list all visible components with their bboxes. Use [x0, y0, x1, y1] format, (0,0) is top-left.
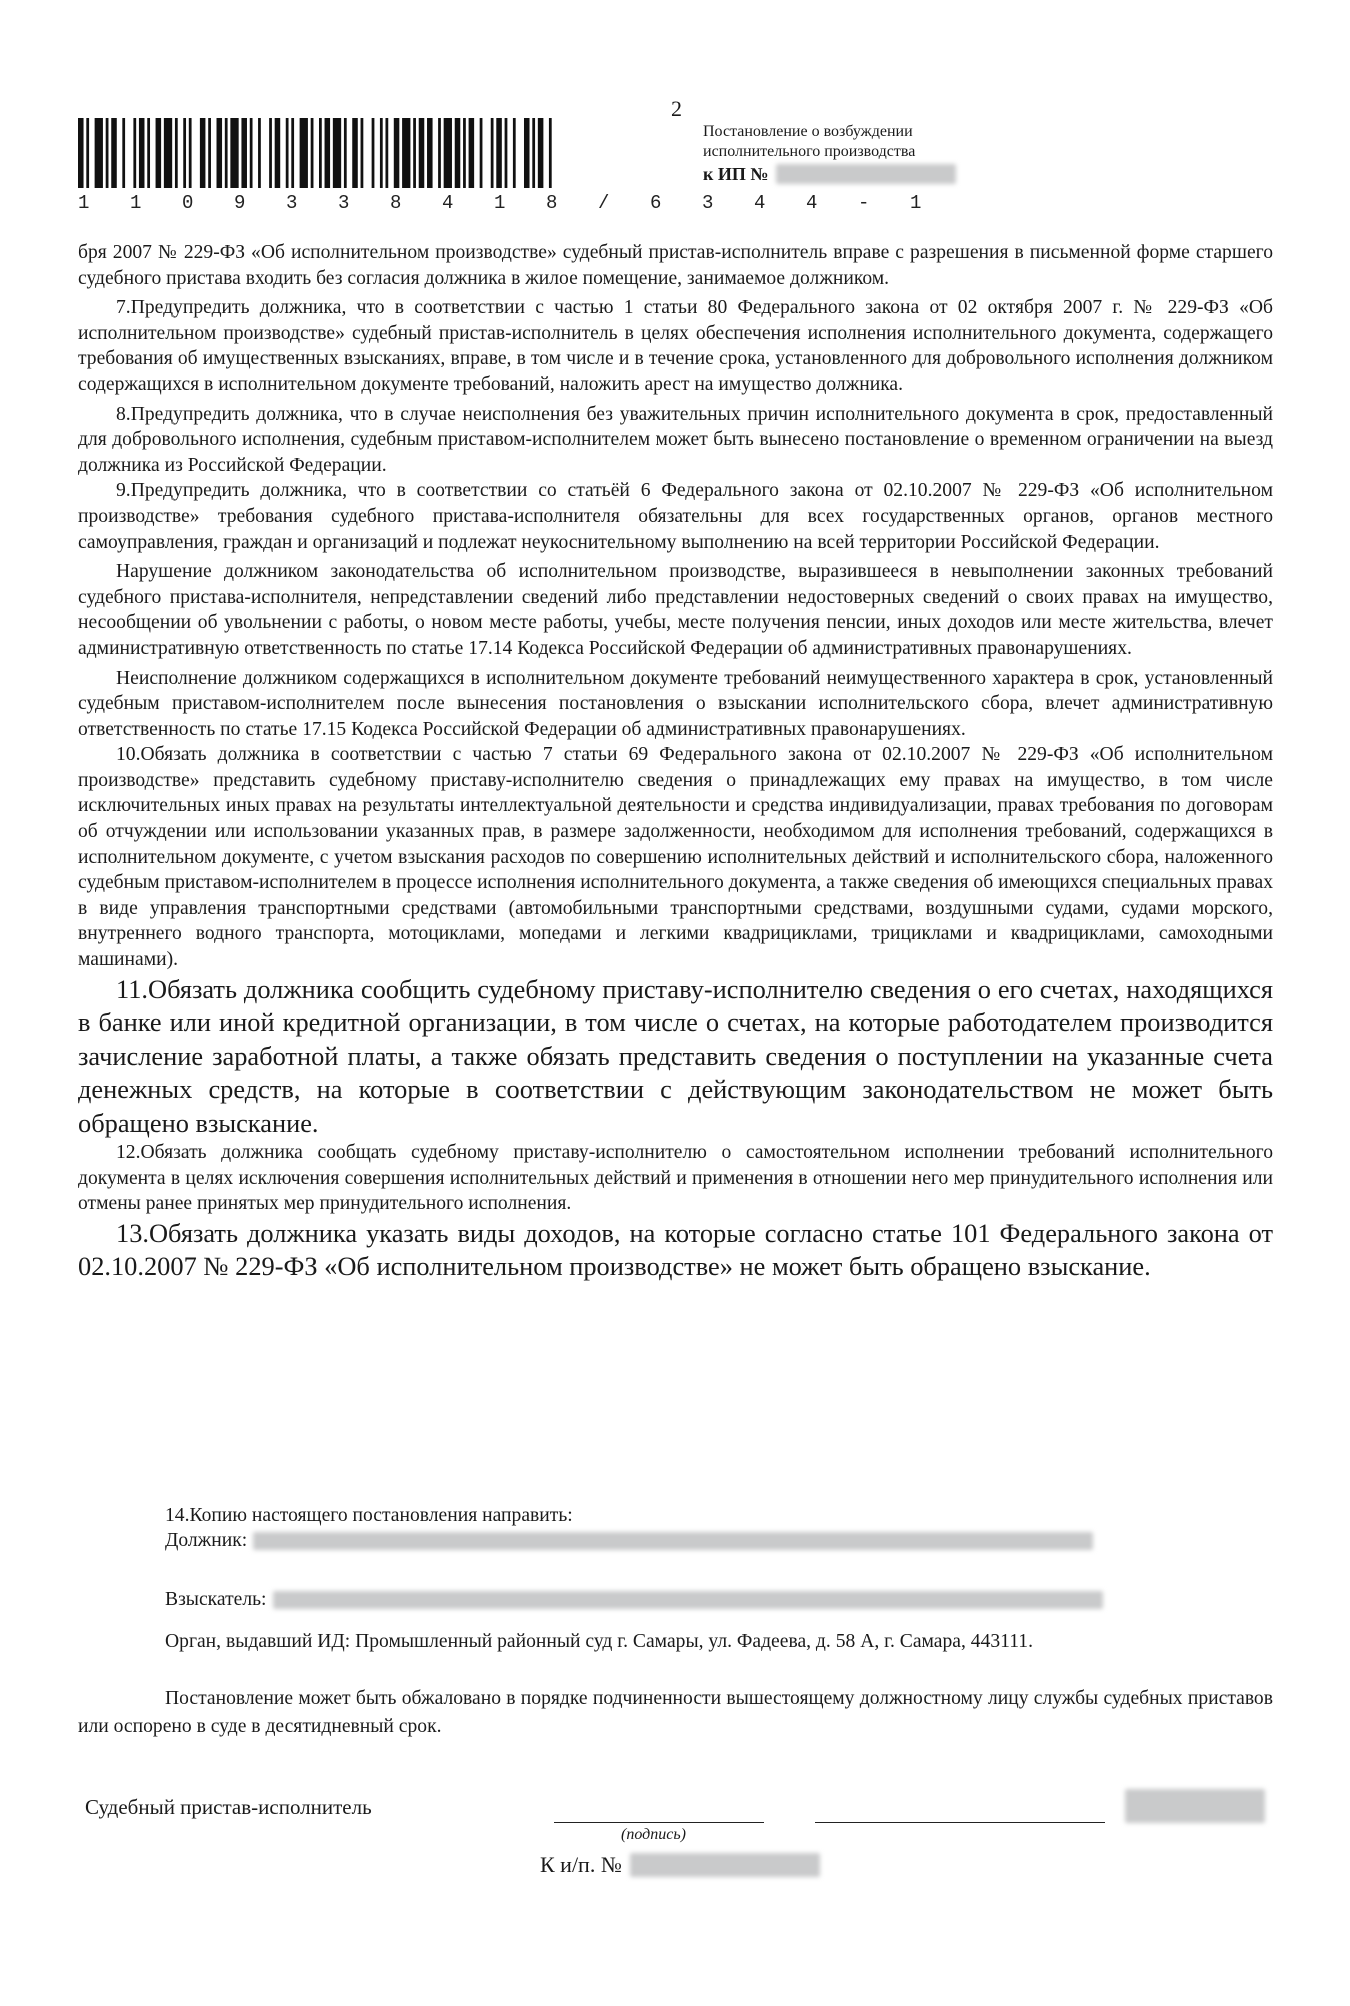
barcode-bar — [286, 118, 289, 188]
barcode-bar — [361, 118, 364, 188]
barcode-bar — [513, 118, 516, 188]
barcode-bar — [183, 118, 186, 188]
barcode-bar — [147, 118, 150, 188]
header-title-line1: Постановление о возбуждении — [703, 123, 913, 140]
barcode-bar — [344, 118, 347, 188]
signer-role: Судебный пристав-исполнитель — [85, 1795, 372, 1819]
claimant-label: Взыскатель: — [165, 1589, 267, 1610]
barcode-bar — [275, 118, 281, 188]
barcode-digits: 1 1 0 9 3 3 8 4 1 8 / 6 3 4 4 - 1 — [78, 192, 937, 214]
barcode-bar — [122, 118, 125, 188]
barcode-bar — [372, 118, 375, 188]
barcode-bar — [480, 118, 483, 188]
redacted-signer-name — [1125, 1789, 1265, 1823]
copies-section — [165, 1503, 1103, 1612]
barcode-bar — [217, 118, 223, 188]
appeal-text: Постановление может быть обжаловано в порядке подчиненности вышестоящему должностному лицу службы судебных приставов или оспорено в суде в десятидневный срок. — [78, 1688, 1273, 1737]
page-number: 2 — [671, 96, 682, 121]
barcode-bar — [95, 118, 103, 188]
paragraph-10: 10.Обязать должника в соответствии с частью 7 статьи 69 Федерального закона от 02.10.2007 № 229-ФЗ «Об исполнительном производстве» представить судебному приставу-исполнителю сведения о принадлежащих ему правах на имущество, в том числе исключительных иных правах на результаты интеллектуальной деятельности и средства индивидуализации, правах требования по договорам об отчуждении или использовании указанных прав, в размере задолженности, необходимом для исполнения требований, содержащихся в исполнительном документе, с учетом взыскания расходов по совершению исполнительных действий и исполнительского сбора, наложенного судебным приставом-исполнителем в процессе исполнения исполнительного документа, а также сведения об имеющихся специальных правах в виде управления транспортными средствами (автомобильными транспортными средствами, воздушными судами, судами морского, внутреннего водного транспорта, мотоциклами, мопедами и легкими квадрициклами, трициклами и квадрициклами, самоходными машинами). — [78, 744, 1273, 971]
ip-number-line — [703, 164, 956, 184]
barcode-bar — [380, 118, 383, 188]
redacted-debtor — [253, 1532, 1093, 1550]
barcode-bar — [164, 118, 172, 188]
barcode-bar — [175, 118, 178, 188]
paragraph-12: 12.Обязать должника сообщать судебному приставу-исполнителю о самостоятельном исполнении требований исполнительного документа в целях исключения совершения исполнительных действий и применения в отношении него мер принудительного исполнения или отмены ранее принятых мер принудительного исполнения. — [78, 1142, 1273, 1215]
barcode-bar — [111, 118, 117, 188]
barcode-bar — [291, 118, 294, 188]
kip-number-line — [540, 1852, 820, 1878]
barcode-bar — [325, 118, 331, 188]
barcode-bar — [438, 118, 441, 188]
barcode-bar — [394, 118, 400, 188]
redacted-claimant — [273, 1591, 1103, 1609]
appeal-notice — [78, 1685, 1273, 1741]
barcode-bar — [300, 118, 308, 188]
debtor-row — [165, 1528, 1103, 1553]
signature-line — [554, 1822, 764, 1823]
redacted-ip-number — [776, 164, 956, 184]
paragraph-11: 11.Обязать должника сообщить судебному приставу-исполнителю сведения о его счетах, находящихся в банке или иной кредитной организации, в том числе о счетах, на которые работодателем производится зачисление заработной платы, а также обязать представить сведения о поступлении на указанные счета денежных средств, на которые в соответствии с действующим законодательством не может быть обращено взыскание. — [78, 973, 1273, 1138]
barcode-bar — [208, 118, 211, 188]
barcode-bar — [241, 118, 247, 188]
barcode-bar — [538, 118, 544, 188]
barcode-bar — [319, 118, 322, 188]
debtor-label: Должник: — [165, 1530, 248, 1551]
signature-caption: (подпись) — [621, 1826, 686, 1843]
barcode-bar — [333, 118, 341, 188]
header-title-line2: исполнительного производства — [703, 143, 916, 160]
barcode-bar — [258, 118, 261, 188]
barcode-bar — [419, 118, 425, 188]
barcode-bar — [505, 118, 508, 188]
paragraph-8: 8.Предупредить должника, что в случае неисполнения без уважительных причин исполнительного документа в срок, предоставленный для добровольного исполнения, судебным приставом-исполнителем может быть вынесено постановление о временном ограничении на выезд должника из Российской Федерации. — [78, 403, 1273, 476]
barcode-bar — [402, 118, 410, 188]
barcode-bar — [230, 118, 238, 188]
barcode-bar — [133, 118, 136, 188]
paragraph-nonexecution: Неисполнение должником содержащихся в исполнительном документе требований неимущественного характера в срок, установленный судебным приставом-исполнителем после вынесения постановления о взыскании исполнительского сбора, влечет административную ответственность по статье 17.15 Кодекса Российской Федерации об административных правонарушениях. — [78, 667, 1273, 740]
barcode-bar — [532, 118, 535, 188]
barcode-bar — [200, 118, 206, 188]
paragraph-9: 9.Предупредить должника, что в соответствии со статьёй 6 Федерального закона от 02.10.2007 № 229-ФЗ «Об исполнительном производстве» требования судебного пристава-исполнителя обязательны для всех государственных органов, органов местного самоуправления, граждан и организаций и подлежат неукоснительному выполнению на всей территории Российской Федерации. — [78, 480, 1273, 553]
document-header — [703, 122, 956, 184]
barcode-bar — [549, 118, 552, 188]
kip-prefix: К и/п. № — [540, 1852, 622, 1877]
document-body — [78, 240, 1273, 1284]
barcode-bar — [491, 118, 494, 188]
barcode-bar — [413, 118, 416, 188]
barcode-bar — [352, 118, 358, 188]
barcode-bar — [189, 118, 192, 188]
barcode-bar — [469, 118, 475, 188]
barcode-bar — [385, 118, 388, 188]
barcode-bar — [78, 118, 84, 188]
barcode-bar — [250, 118, 253, 188]
barcode-bar — [106, 118, 109, 188]
barcode-bar — [463, 118, 466, 188]
copies-intro: 14.Копию настоящего постановления направить: — [165, 1505, 573, 1526]
barcode-bar — [496, 118, 502, 188]
barcode-bar — [444, 118, 452, 188]
paragraph-7: 7.Предупредить должника, что в соответствии с частью 1 статьи 80 Федерального закона от 02 октября 2007 г. № 229-ФЗ «Об исполнительном производстве» судебный пристав-исполнитель в целях обеспечения исполнения исполнительного документа, содержащего требования об имущественных взысканиях, вправе, в том числе и в течение срока, установленного для добровольного исполнения должником содержащихся в исполнительном документе требований, наложить арест на имущество должника. — [78, 297, 1273, 395]
barcode-bar — [86, 118, 89, 188]
barcode-bar — [139, 118, 145, 188]
paragraph-continuation: бря 2007 № 229-ФЗ «Об исполнительном производстве» судебный пристав-исполнитель вправе с разрешения в письменной форме старшего судебного пристава входить без согласия должника в жилое помещение, занимаемое должником. — [78, 242, 1273, 289]
barcode-bar — [427, 118, 433, 188]
redacted-kip-number — [630, 1853, 820, 1877]
barcode-bar — [524, 118, 530, 188]
claimant-row — [165, 1587, 1103, 1612]
barcode-bar — [156, 118, 162, 188]
paragraph-violation: Нарушение должником законодательства об исполнительном производстве, выразившееся в невыполнении законных требований судебного пристава-исполнителя, непредставлении сведений либо представлении недостоверных сведений о своих правах на имущество, несообщении об увольнении с работы, о новом месте работы, учебы, месте получения пенсии, иных доходов или месте жительства, влечет административную ответственность по статье 17.14 Кодекса Российской Федерации об административных правонарушениях. — [78, 561, 1273, 659]
issuing-authority: Орган, выдавший ИД: Промышленный районный суд г. Самары, ул. Фадеева, д. 58 А, г. Самара, 443111. — [165, 1631, 1034, 1652]
barcode-bar — [455, 118, 461, 188]
barcode-bar — [225, 118, 228, 188]
barcode-bar — [311, 118, 314, 188]
ip-prefix: к ИП № — [703, 164, 769, 184]
paragraph-13: 13.Обязать должника указать виды доходов, на которые согласно статье 101 Федерального закона от 02.10.2007 № 229-ФЗ «Об исполнительном производстве» не может быть обращено взыскание. — [78, 1217, 1273, 1282]
name-line — [815, 1822, 1105, 1823]
barcode — [78, 118, 560, 188]
barcode-bar — [269, 118, 272, 188]
